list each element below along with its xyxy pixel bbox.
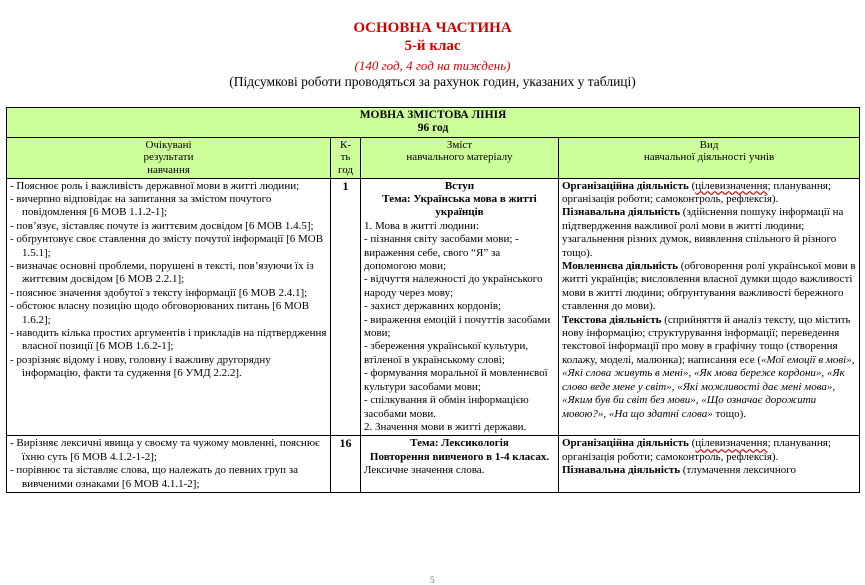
page-number: 5 (430, 575, 435, 585)
content-item: - спілкування й обмін інформацією засобами мови. (364, 394, 529, 420)
results-cell (7, 436, 331, 493)
final-works-note: (Підсумкові роботи проводяться за рахунок годин, указаних у таблиці) (229, 74, 636, 89)
list-item: - обстоює власну позицію щодо обговорюваних питань [6 МОВ 1.6.2]; (10, 300, 310, 326)
list-item: - пояснює значення здобутої з тексту інформації [6 МОВ 2.4.1]; (10, 286, 308, 299)
hours-note: (140 год, 4 год на тиждень) (354, 58, 511, 73)
content-title: Вступ (444, 179, 475, 192)
hours-cell: 16 (331, 436, 361, 493)
activity-organizational: Організаційна діяльність (цілевизначення; планування; організація роботи; самоконтроль, рефлексія). (562, 179, 831, 205)
content-theme: Тема: Українська мова в житті українців (382, 193, 537, 219)
table-row (7, 436, 860, 493)
hours-cell: 1 (331, 178, 361, 436)
section-title: ОСНОВНА ЧАСТИНА (353, 20, 512, 36)
activity-cognitive: Пізнавальна діяльність (здійснення пошуку інформації на підтвердження важливої ролі мови в житті людини; узагальнення різних думок, виявлення спільного й різного тощо). (562, 206, 844, 259)
content-item: - захист державних кордонів; (364, 300, 502, 313)
content-item: - пізнання світу засобами мови; - вираження себе, свого “Я” за допомогою мови; (364, 233, 519, 273)
content-item: 2. Значення мови в житті держави. (364, 420, 527, 433)
header-activity: Вид навчальної діяльності учнів (559, 137, 860, 178)
activity-cell (559, 436, 860, 493)
list-item: - наводить кілька простих аргументів і прикладів на підтвердження власної позиції [6 МОВ 1.6.2-1]; (10, 327, 327, 353)
content-item: - вираження емоцій і почуттів засобами мови; (364, 313, 551, 340)
content-item: Лексичне значення слова. (364, 464, 485, 477)
activity-organizational: Організаційна діяльність (цілевизначення; планування; організація роботи; самоконтроль, рефлексія). (562, 437, 831, 463)
content-item: - формування моральної й мовленнєвої культури засобами мови; (364, 367, 548, 393)
results-cell (7, 178, 331, 436)
list-item: - Вирізняє лексичні явища у своєму та чужому мовленні, пояснює їхню суть [6 МОВ 4.1.2-1-2]; (10, 437, 320, 463)
band-title: МОВНА ЗМІСТОВА ЛІНІЯ (359, 109, 507, 121)
column-headers (7, 137, 860, 178)
list-item: - розрізняє відому і нову, головну і важливу другорядну інформацію, факти та судження [6 УМД 2.2.2]. (10, 353, 271, 380)
activity-text: Текстова діяльність (сприйняття й аналіз тексту, що містить нову інформацію; структурування інформації; переведення текстової інформації про мову в графічну тощо (створення колажу, моделі, малюнка); написання есе («Мої емоції в мові», «Які слова живуть в мені», «Як мова береже кордони», «Як слово веде мене у світ», «Які можливості дає мені мова», «Яким був би світ без мови», «Що означає дорожити мовою?», «На що здатні слова» тощо). (562, 313, 855, 420)
table-row (7, 178, 860, 436)
curriculum-table (6, 107, 860, 493)
activity-cell (559, 178, 860, 436)
content-item: - відчуття належності до українського народу через мову; (364, 273, 543, 299)
content-item: - збереження української культури, втіленої в українському слові; (364, 340, 529, 366)
content-repeat: Повторення вивченого в 1-4 класах. (369, 450, 550, 463)
list-item: - порівнює та зіставляє слова, що належать до певних груп за вивченими ознаками [6 МОВ 4.1.1-2]; (10, 464, 298, 490)
list-item: - Пояснює роль і важливість державної мови в житті людини; (10, 179, 300, 192)
activity-speech: Мовленнєва діяльність (обговорення ролі української мови в житті українців; висловлення власної думки щодо важливості мови в житті людини; обґрунтування важливості бережного ставлення до мови). (562, 260, 856, 313)
list-item: - обґрунтовує своє ставлення до змісту почутої інформації [6 МОВ 1.5.1]; (10, 233, 324, 259)
content-line-band (7, 108, 860, 138)
header-results: Очікувані результати навчання (7, 137, 331, 178)
list-item: - пов’язує, зіставляє почуте із життєвим досвідом [6 МОВ 1.4.5]; (10, 219, 314, 232)
header-hours: К- ть год (331, 137, 361, 178)
content-theme: Тема: Лексикологія (410, 437, 509, 450)
content-cell (361, 178, 559, 436)
band-hours: 96 год (417, 122, 449, 135)
list-item: - вичерпно відповідає на запитання за змістом почутого повідомлення [6 МОВ 1.1.2-1]; (10, 193, 272, 219)
activity-cognitive: Пізнавальна діяльність (тлумачення лексичного (562, 464, 797, 477)
content-item: 1. Мова в житті людини: (364, 219, 480, 232)
header-content: Зміст навчального матеріалу (361, 137, 559, 178)
content-cell (361, 436, 559, 493)
grade-title: 5-й клас (404, 38, 461, 54)
list-item: - визначає основні проблеми, порушені в тексті, пов’язуючи їх із життєвим досвідом [6 МОВ 2.2.1]; (10, 260, 314, 286)
